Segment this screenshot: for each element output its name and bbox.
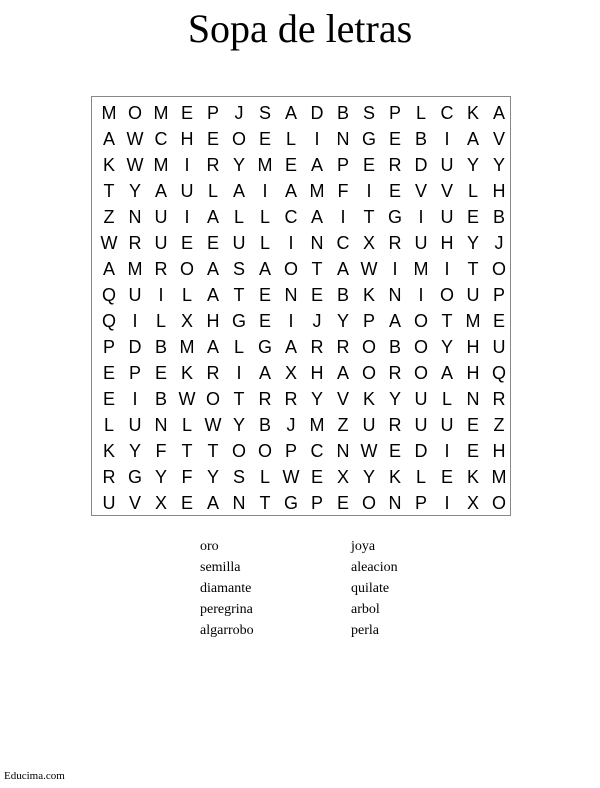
grid-letter: O: [179, 259, 194, 279]
grid-letter: P: [128, 363, 141, 383]
grid-letter: E: [466, 441, 479, 461]
grid-letter: O: [231, 441, 246, 461]
grid-letter: P: [206, 103, 219, 123]
grid-letter: W: [360, 259, 378, 279]
grid-letter: E: [362, 155, 375, 175]
grid-letter: U: [232, 233, 246, 253]
grid-letter: A: [388, 311, 401, 331]
grid-letter: J: [494, 233, 504, 253]
grid-letter: U: [128, 285, 142, 305]
grid-letter: V: [414, 181, 427, 201]
grid-letter: T: [259, 493, 271, 513]
word-list-item: diamante: [200, 581, 252, 596]
grid-letter: S: [258, 103, 271, 123]
grid-letter: R: [128, 233, 142, 253]
grid-letter: M: [153, 103, 169, 123]
grid-letter: Y: [362, 467, 375, 487]
grid-letter: X: [362, 233, 375, 253]
grid-letter: E: [466, 415, 479, 435]
grid-letter: A: [102, 129, 115, 149]
grid-letter: Y: [336, 311, 349, 331]
grid-letter: Z: [337, 415, 349, 435]
grid-letter: O: [361, 363, 376, 383]
grid-letter: D: [310, 103, 324, 123]
grid-letter: E: [310, 467, 323, 487]
grid-letter: K: [388, 467, 401, 487]
grid-letter: R: [206, 155, 220, 175]
grid-letter: I: [288, 311, 294, 331]
grid-letter: J: [234, 103, 244, 123]
letter-grid-frame: [91, 96, 511, 516]
grid-letter: Y: [440, 337, 453, 357]
grid-letter: R: [388, 155, 402, 175]
grid-letter: M: [309, 181, 325, 201]
grid-letter: K: [466, 467, 479, 487]
grid-letter: S: [362, 103, 375, 123]
grid-letter: A: [232, 181, 245, 201]
page-title: Sopa de letras: [187, 6, 413, 51]
grid-letter: I: [444, 493, 450, 513]
grid-letter: G: [127, 467, 142, 487]
grid-letter: U: [414, 415, 428, 435]
letter-grid: [96, 100, 512, 516]
grid-letter: U: [440, 415, 454, 435]
grid-letter: U: [440, 155, 454, 175]
grid-letter: C: [284, 207, 298, 227]
grid-letter: O: [283, 259, 298, 279]
grid-letter: T: [311, 259, 323, 279]
grid-letter: O: [491, 493, 506, 513]
grid-letter: K: [180, 363, 193, 383]
grid-letter: E: [102, 389, 115, 409]
grid-letter: U: [492, 337, 506, 357]
grid-letter: M: [101, 103, 117, 123]
grid-letter: R: [336, 337, 350, 357]
grid-letter: E: [388, 441, 401, 461]
grid-letter: V: [336, 389, 349, 409]
grid-letter: I: [288, 233, 294, 253]
grid-letter: L: [181, 285, 192, 305]
grid-letter: O: [231, 129, 246, 149]
grid-letter: I: [418, 285, 424, 305]
word-list-item: aleacion: [351, 560, 398, 575]
grid-letter: K: [102, 441, 115, 461]
grid-letter: R: [284, 389, 298, 409]
grid-letter: J: [312, 311, 322, 331]
grid-letter: L: [233, 337, 244, 357]
grid-letter: B: [388, 337, 401, 357]
grid-letter: P: [102, 337, 115, 357]
grid-letter: H: [206, 311, 220, 331]
grid-letter: U: [440, 207, 454, 227]
grid-letter: Y: [388, 389, 401, 409]
grid-letter: E: [284, 155, 297, 175]
grid-letter: D: [414, 441, 428, 461]
grid-letter: E: [206, 233, 219, 253]
grid-letter: Q: [491, 363, 506, 383]
grid-letter: E: [102, 363, 115, 383]
grid-letter: U: [128, 415, 142, 435]
grid-letter: I: [262, 181, 268, 201]
grid-letter: E: [492, 311, 505, 331]
grid-letter: E: [258, 129, 271, 149]
grid-letter: G: [387, 207, 402, 227]
grid-letter: I: [184, 155, 190, 175]
grid-letter: R: [258, 389, 272, 409]
grid-letter: N: [336, 441, 350, 461]
grid-letter: R: [206, 363, 220, 383]
grid-letter: F: [337, 181, 349, 201]
grid-letter: H: [466, 363, 480, 383]
grid-letter: L: [103, 415, 114, 435]
grid-letter: A: [206, 337, 219, 357]
grid-letter: B: [258, 415, 271, 435]
grid-letter: U: [180, 181, 194, 201]
grid-letter: V: [492, 129, 505, 149]
grid-letter: F: [181, 467, 193, 487]
grid-letter: T: [233, 285, 245, 305]
grid-letter: B: [414, 129, 427, 149]
grid-letter: O: [413, 363, 428, 383]
grid-letter: Z: [493, 415, 505, 435]
grid-letter: N: [284, 285, 298, 305]
grid-letter: I: [392, 259, 398, 279]
word-list-column-1: [200, 536, 254, 641]
grid-letter: R: [154, 259, 168, 279]
grid-letter: W: [282, 467, 300, 487]
grid-letter: B: [336, 285, 349, 305]
grid-letter: O: [413, 311, 428, 331]
grid-letter: A: [336, 363, 349, 383]
grid-letter: T: [363, 207, 375, 227]
word-list-item: semilla: [200, 560, 241, 575]
grid-letter: O: [361, 337, 376, 357]
grid-letter: L: [259, 207, 270, 227]
grid-letter: M: [465, 311, 481, 331]
grid-letter: R: [102, 467, 116, 487]
grid-letter: D: [414, 155, 428, 175]
grid-letter: C: [440, 103, 454, 123]
grid-letter: E: [154, 363, 167, 383]
grid-letter: W: [360, 441, 378, 461]
grid-letter: O: [491, 259, 506, 279]
grid-letter: K: [102, 155, 115, 175]
grid-letter: T: [441, 311, 453, 331]
grid-letter: H: [440, 233, 454, 253]
grid-letter: A: [206, 259, 219, 279]
grid-letter: G: [283, 493, 298, 513]
grid-letter: Q: [101, 311, 116, 331]
grid-letter: U: [466, 285, 480, 305]
grid-letter: A: [284, 337, 297, 357]
grid-letter: I: [314, 129, 320, 149]
grid-letter: Y: [154, 467, 167, 487]
grid-letter: L: [285, 129, 296, 149]
grid-letter: P: [362, 311, 375, 331]
grid-letter: E: [258, 311, 271, 331]
grid-letter: N: [128, 207, 142, 227]
grid-letter: I: [444, 441, 450, 461]
grid-letter: N: [310, 233, 324, 253]
grid-letter: O: [413, 337, 428, 357]
grid-letter: N: [232, 493, 246, 513]
grid-letter: S: [232, 467, 245, 487]
grid-letter: U: [154, 233, 168, 253]
grid-letter: C: [154, 129, 168, 149]
grid-letter: C: [336, 233, 350, 253]
grid-letter: G: [257, 337, 272, 357]
grid-letter: I: [132, 311, 138, 331]
grid-letter: J: [286, 415, 296, 435]
grid-letter: G: [231, 311, 246, 331]
word-list-item: arbol: [351, 602, 380, 617]
word-list-item: algarrobo: [200, 623, 254, 638]
word-list-item: quilate: [351, 581, 390, 596]
grid-letter: M: [257, 155, 273, 175]
word-list-item: joya: [351, 539, 376, 554]
grid-letter: R: [492, 389, 506, 409]
grid-letter: K: [466, 103, 479, 123]
grid-letter: U: [414, 233, 428, 253]
grid-letter: R: [388, 415, 402, 435]
word-list-column-2: [351, 536, 398, 641]
grid-letter: A: [492, 103, 505, 123]
grid-letter: O: [127, 103, 142, 123]
grid-letter: Y: [310, 389, 323, 409]
grid-letter: I: [158, 285, 164, 305]
grid-letter: I: [444, 259, 450, 279]
grid-letter: M: [491, 467, 507, 487]
grid-letter: O: [361, 493, 376, 513]
grid-letter: I: [132, 389, 138, 409]
grid-letter: E: [180, 493, 193, 513]
grid-letter: N: [388, 493, 402, 513]
grid-letter: L: [415, 103, 426, 123]
grid-letter: Y: [492, 155, 505, 175]
grid-letter: T: [207, 441, 219, 461]
grid-letter: M: [127, 259, 143, 279]
grid-letter: X: [284, 363, 297, 383]
grid-letter: N: [388, 285, 402, 305]
footer-credit: Educima.com: [4, 770, 65, 782]
grid-letter: I: [444, 129, 450, 149]
grid-letter: H: [466, 337, 480, 357]
word-list-item: perla: [351, 623, 379, 638]
grid-letter: T: [233, 389, 245, 409]
grid-letter: A: [258, 259, 271, 279]
grid-letter: R: [388, 363, 402, 383]
grid-letter: L: [415, 467, 426, 487]
grid-letter: K: [362, 389, 375, 409]
grid-letter: L: [155, 311, 166, 331]
grid-letter: H: [180, 129, 194, 149]
grid-letter: W: [126, 129, 144, 149]
grid-letter: U: [154, 207, 168, 227]
grid-letter: E: [388, 129, 401, 149]
grid-letter: P: [310, 493, 323, 513]
grid-letter: A: [336, 259, 349, 279]
grid-letter: D: [128, 337, 142, 357]
grid-letter: P: [284, 441, 297, 461]
grid-letter: Y: [232, 415, 245, 435]
grid-letter: Y: [128, 181, 141, 201]
grid-letter: E: [440, 467, 453, 487]
grid-letter: E: [180, 233, 193, 253]
grid-letter: Y: [466, 155, 479, 175]
grid-letter: C: [310, 441, 324, 461]
grid-letter: E: [336, 493, 349, 513]
grid-letter: V: [128, 493, 141, 513]
grid-letter: Q: [101, 285, 116, 305]
grid-letter: N: [154, 415, 168, 435]
grid-letter: I: [236, 363, 242, 383]
grid-letter: M: [153, 155, 169, 175]
grid-letter: R: [388, 233, 402, 253]
grid-letter: Y: [232, 155, 245, 175]
grid-letter: A: [310, 207, 323, 227]
grid-letter: N: [466, 389, 480, 409]
grid-letter: B: [492, 207, 505, 227]
grid-letter: E: [388, 181, 401, 201]
grid-letter: O: [439, 285, 454, 305]
grid-letter: E: [206, 129, 219, 149]
grid-letter: O: [257, 441, 272, 461]
grid-letter: N: [336, 129, 350, 149]
grid-letter: X: [180, 311, 193, 331]
grid-letter: O: [205, 389, 220, 409]
grid-letter: E: [310, 285, 323, 305]
grid-letter: L: [441, 389, 452, 409]
grid-letter: Z: [103, 207, 115, 227]
grid-letter: U: [102, 493, 116, 513]
grid-letter: B: [336, 103, 349, 123]
grid-letter: W: [204, 415, 222, 435]
grid-letter: A: [284, 181, 297, 201]
grid-letter: H: [492, 181, 506, 201]
grid-letter: E: [180, 103, 193, 123]
grid-letter: I: [366, 181, 372, 201]
grid-letter: A: [466, 129, 479, 149]
grid-letter: S: [232, 259, 245, 279]
grid-letter: P: [414, 493, 427, 513]
grid-letter: X: [336, 467, 349, 487]
grid-letter: X: [154, 493, 167, 513]
grid-letter: I: [184, 207, 190, 227]
grid-letter: L: [259, 467, 270, 487]
grid-letter: H: [492, 441, 506, 461]
grid-letter: M: [179, 337, 195, 357]
grid-letter: L: [259, 233, 270, 253]
grid-letter: Y: [128, 441, 141, 461]
grid-letter: A: [102, 259, 115, 279]
grid-letter: I: [418, 207, 424, 227]
grid-letter: M: [309, 415, 325, 435]
grid-letter: P: [492, 285, 505, 305]
grid-letter: G: [361, 129, 376, 149]
grid-letter: I: [340, 207, 346, 227]
grid-letter: Y: [466, 233, 479, 253]
grid-letter: L: [181, 415, 192, 435]
grid-letter: T: [181, 441, 193, 461]
grid-letter: A: [154, 181, 167, 201]
grid-letter: U: [362, 415, 376, 435]
grid-letter: A: [206, 207, 219, 227]
grid-letter: A: [310, 155, 323, 175]
grid-letter: Y: [206, 467, 219, 487]
grid-letter: V: [440, 181, 453, 201]
grid-letter: M: [413, 259, 429, 279]
grid-letter: A: [258, 363, 271, 383]
grid-letter: W: [100, 233, 118, 253]
grid-letter: A: [206, 285, 219, 305]
grid-letter: W: [126, 155, 144, 175]
grid-letter: W: [178, 389, 196, 409]
grid-letter: B: [154, 337, 167, 357]
grid-letter: U: [414, 389, 428, 409]
grid-letter: A: [206, 493, 219, 513]
grid-letter: A: [284, 103, 297, 123]
grid-letter: B: [154, 389, 167, 409]
grid-letter: E: [258, 285, 271, 305]
grid-letter: A: [440, 363, 453, 383]
grid-letter: L: [467, 181, 478, 201]
word-list-item: peregrina: [200, 602, 253, 617]
grid-letter: P: [388, 103, 401, 123]
grid-letter: R: [310, 337, 324, 357]
grid-letter: P: [336, 155, 349, 175]
grid-letter: T: [467, 259, 479, 279]
grid-letter: L: [233, 207, 244, 227]
grid-letter: F: [155, 441, 167, 461]
grid-letter: T: [103, 181, 115, 201]
grid-letter: X: [466, 493, 479, 513]
word-list: [0, 536, 600, 646]
grid-letter: E: [466, 207, 479, 227]
grid-letter: L: [207, 181, 218, 201]
grid-letter: H: [310, 363, 324, 383]
grid-letter: K: [362, 285, 375, 305]
word-list-item: oro: [200, 539, 219, 554]
